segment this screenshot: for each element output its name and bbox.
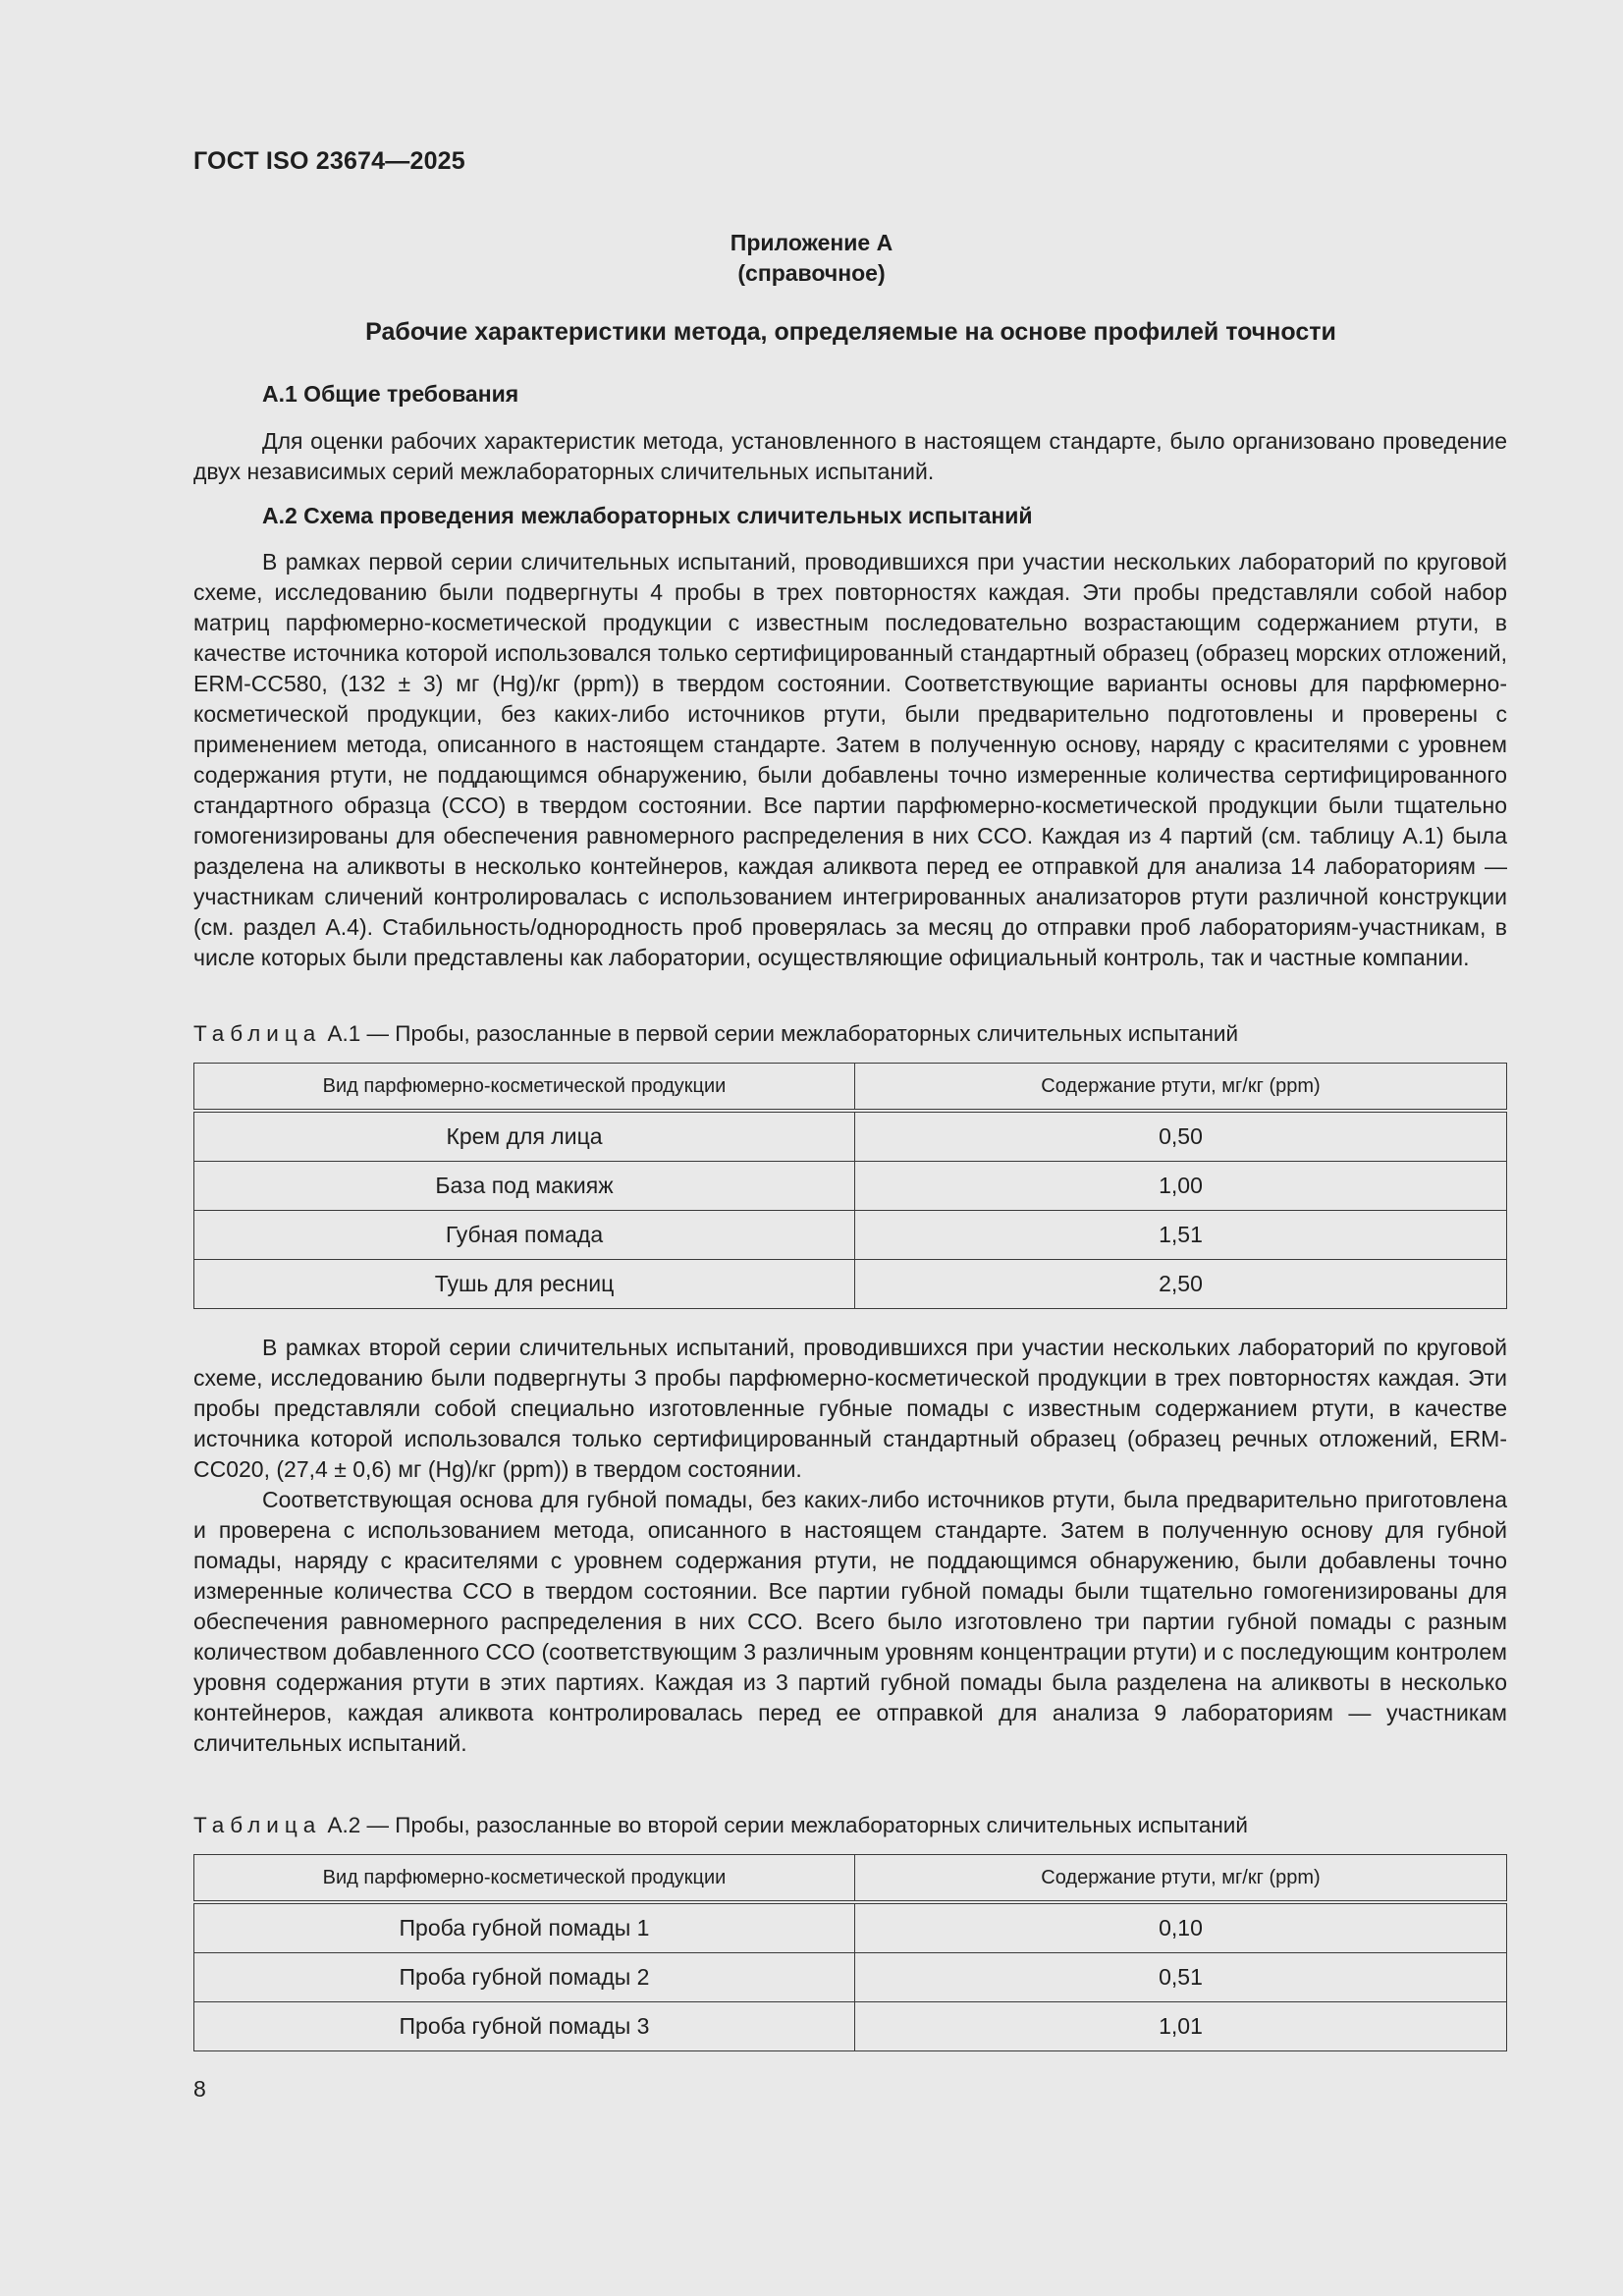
section-heading: А.1 Общие требования <box>262 381 519 407</box>
caption-label: Таблица <box>193 1813 322 1837</box>
table-row <box>194 1162 1507 1211</box>
table-cell: Проба губной помады 2 <box>194 1953 855 2002</box>
paragraph: В рамках первой серии сличительных испытаний, проводившихся при участии нескольких лабораторий по круговой схеме, исследованию были подвергнуты 4 пробы в трех повторностях каждая. Эти пробы представляли собой набор матриц парфюмерно-косметической продукции с известным последовательно возрастающим содержанием ртути, в качестве источника которой использовался только сертифицированный стандартный образец (образец морских отложений, ERM-CC580, (132 ± 3) мг (Hg)/кг (ppm)) в твердом состоянии. Соответствующие варианты основы для парфюмерно-косметической продукции, без каких-либо источников ртути, были предварительно подготовлены и проверены с применением метода, описанного в настоящем стандарте. Затем в полученную основу, наряду с красителями с уровнем содержания ртути, не поддающимся обнаружению, были добавлены точно измеренные количества сертифицированного стандартного образца (ССО) в твердом состоянии. Все партии парфюмерно-косметической продукции были тщательно гомогенизированы для обеспечения равномерного распределения в них ССО. Каждая из 4 партий (см. таблицу А.1) была разделена на аликвоты в несколько контейнеров, каждая аликвота перед ее отправкой для анализа 14 лабораториям — участникам сличений контролировалась с использованием интегрированных анализаторов ртути различной конструкции (см. раздел А.4). Стабильность/однородность проб проверялась за месяц до отправки проб лабораториям-участникам, в числе которых были представлены как лаборатории, осуществляющие официальный контроль, так и частные компании. <box>193 549 1507 970</box>
table-cell: 0,10 <box>855 1902 1507 1953</box>
table-row <box>194 1211 1507 1260</box>
section-general <box>193 381 1507 408</box>
table-cell: Губная помада <box>194 1211 855 1260</box>
annex-title-block <box>0 228 1623 289</box>
section-scheme <box>193 503 1507 529</box>
caption-text: А.2 — Пробы, разосланные во второй серии межлабораторных сличительных испытаний <box>327 1813 1248 1837</box>
table-cell: 1,51 <box>855 1211 1507 1260</box>
table-a2 <box>193 1854 1507 2051</box>
table-cell: 0,51 <box>855 1953 1507 2002</box>
table-cell: Тушь для ресниц <box>194 1260 855 1309</box>
table-cell: Проба губной помады 3 <box>194 2002 855 2051</box>
table-cell: Проба губной помады 1 <box>194 1902 855 1953</box>
page-number: 8 <box>193 2076 206 2102</box>
table-cell: 1,01 <box>855 2002 1507 2051</box>
annex-title: Приложение А <box>730 230 893 255</box>
table-row <box>194 1111 1507 1162</box>
column-header: Вид парфюмерно-косметической продукции <box>194 1064 855 1112</box>
column-header: Вид парфюмерно-косметической продукции <box>194 1855 855 1903</box>
caption-label: Таблица <box>193 1021 322 1046</box>
table-cell: 0,50 <box>855 1111 1507 1162</box>
annex-heading: Рабочие характеристики метода, определяемые на основе профилей точности <box>365 318 1336 346</box>
table-row <box>194 1260 1507 1309</box>
paragraph: Для оценки рабочих характеристик метода, установленного в настоящем стандарте, было организовано проведение двух независимых серий межлабораторных сличительных испытаний. <box>193 428 1507 484</box>
paragraph: В рамках второй серии сличительных испытаний, проводившихся при участии нескольких лабораторий по круговой схеме, исследованию были подвергнуты 3 пробы парфюмерно-косметической продукции в трех повторностях каждая. Эти пробы представляли собой специально изготовленные губные помады с известным содержанием ртути, в качестве источника которой использовался только сертифицированный стандартный образец (образец речных отложений, ERM-CC020, (27,4 ± 0,6) мг (Hg)/кг (ppm)) в твердом состоянии. <box>193 1335 1507 1482</box>
table-cell: 1,00 <box>855 1162 1507 1211</box>
table-a1 <box>193 1063 1507 1309</box>
table-caption <box>193 1021 1507 1047</box>
table-cell: 2,50 <box>855 1260 1507 1309</box>
table-row <box>194 2002 1507 2051</box>
table-row <box>194 1902 1507 1953</box>
document-header: ГОСТ ISO 23674—2025 <box>193 147 465 175</box>
section-second-series <box>193 1333 1507 1759</box>
annex-type: (справочное) <box>737 260 886 286</box>
table-cell: Крем для лица <box>194 1111 855 1162</box>
column-header: Содержание ртути, мг/кг (ppm) <box>855 1855 1507 1903</box>
table-row <box>194 1953 1507 2002</box>
column-header: Содержание ртути, мг/кг (ppm) <box>855 1064 1507 1112</box>
table-caption <box>193 1813 1507 1838</box>
caption-text: А.1 — Пробы, разосланные в первой серии межлабораторных сличительных испытаний <box>327 1021 1239 1046</box>
section-scheme-body <box>193 547 1507 973</box>
section-general-body <box>193 426 1507 487</box>
paragraph: Соответствующая основа для губной помады, без каких-либо источников ртути, была предварительно приготовлена и проверена с использованием метода, описанного в настоящем стандарте. Затем в полученную основу для губной помады, наряду с красителями с уровнем содержания ртути, не поддающимся обнаружению, были добавлены точно измеренные количества ССО в твердом состоянии. Все партии губной помады были тщательно гомогенизированы для обеспечения равномерного распределения в них ССО. Всего было изготовлено три партии губной помады с разным количеством добавленного ССО (соответствующим 3 различным уровням концентрации ртути) и с последующим контролем уровня содержания ртути в этих партиях. Каждая из 3 партий губной помады была разделена на аликвоты в несколько контейнеров, каждая аликвота контролировалась перед ее отправкой для анализа 9 лабораториям — участникам сличительных испытаний. <box>193 1487 1507 1756</box>
table-cell: База под макияж <box>194 1162 855 1211</box>
section-heading: А.2 Схема проведения межлабораторных сличительных испытаний <box>262 503 1033 528</box>
